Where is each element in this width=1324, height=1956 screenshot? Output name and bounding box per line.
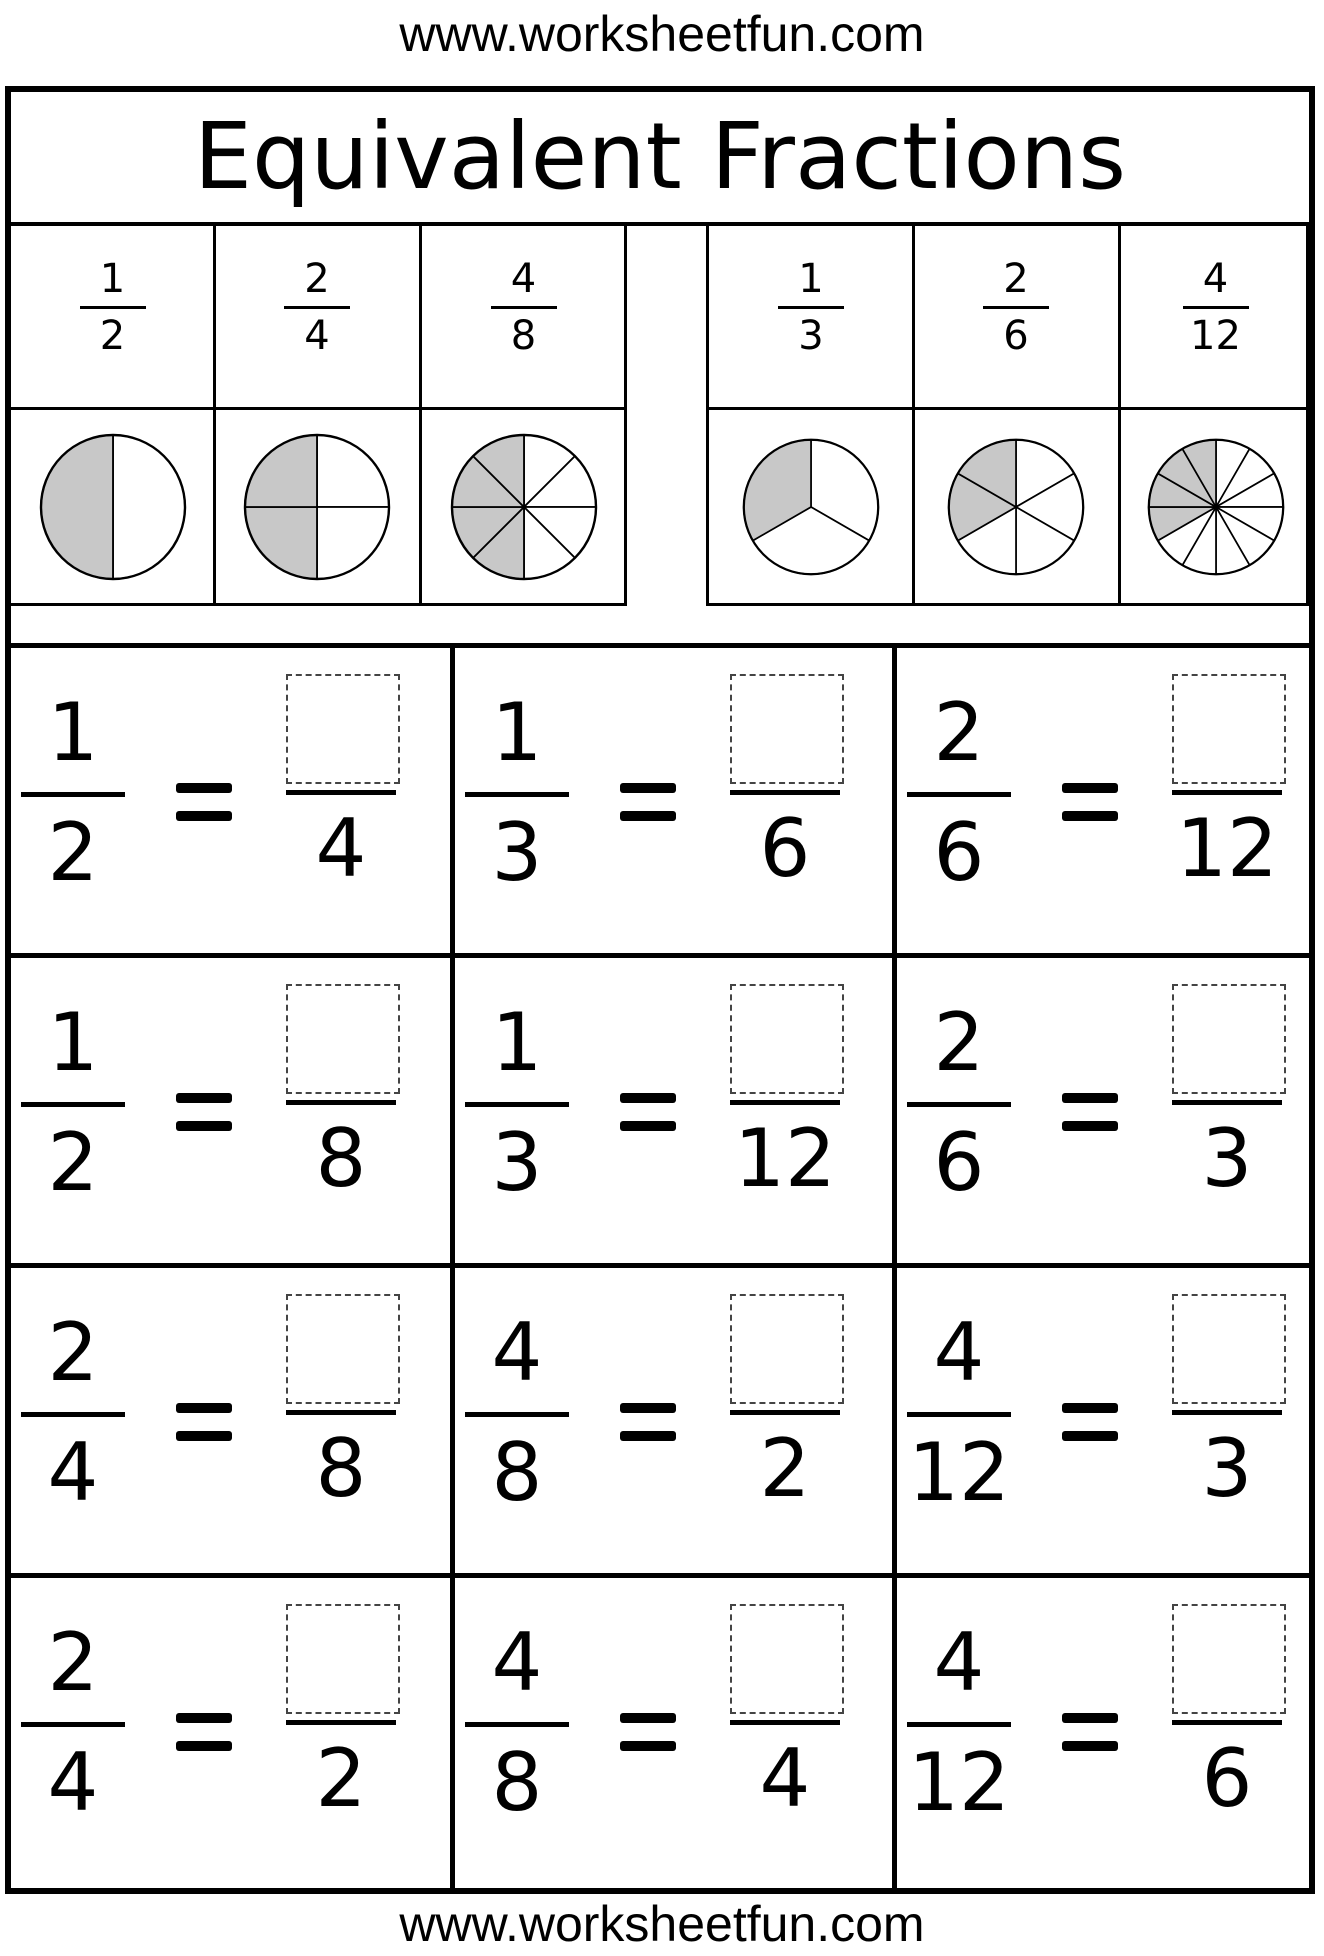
website-header[interactable]: www.worksheetfun.com <box>399 6 925 62</box>
fraction-bar <box>465 1102 569 1107</box>
reference-table <box>706 226 1309 606</box>
answer-numerator-box[interactable] <box>286 1604 400 1714</box>
fraction-problem <box>11 1268 450 1573</box>
reference-fraction <box>913 256 1119 359</box>
equals-sign <box>1062 783 1118 823</box>
fraction-bar <box>286 1720 396 1725</box>
fraction-denominator: 4 <box>47 1426 99 1519</box>
fraction-denominator: 6 <box>1003 313 1029 359</box>
fraction-bar <box>907 1102 1011 1107</box>
fraction-denominator: 8 <box>491 1736 543 1829</box>
fraction-numerator: 2 <box>47 1306 99 1399</box>
fraction-denominator: 12 <box>908 1426 1010 1519</box>
fraction-denominator: 3 <box>798 313 824 359</box>
fraction-denominator: 6 <box>933 806 985 899</box>
fraction-bar <box>730 1720 840 1725</box>
fraction-pie-diagram <box>242 432 392 586</box>
grid-divider <box>892 648 897 1888</box>
answer-numerator-box[interactable] <box>286 1294 400 1404</box>
answer-numerator-box[interactable] <box>730 1604 844 1714</box>
pie-slice-shaded <box>41 435 113 579</box>
fraction-bar <box>284 306 350 309</box>
fraction-bar <box>1172 1410 1282 1415</box>
fraction-numerator: 4 <box>933 1616 985 1709</box>
fraction-problem <box>897 1578 1309 1883</box>
fraction-bar <box>286 1100 396 1105</box>
fraction-numerator: 4 <box>491 1306 543 1399</box>
fraction-denominator: 12 <box>734 1112 836 1205</box>
fraction-denominator: 2 <box>759 1422 811 1515</box>
reference-table <box>11 226 627 606</box>
fraction-bar <box>80 306 146 309</box>
grid-divider <box>11 1263 1309 1268</box>
fraction-numerator: 2 <box>47 1616 99 1709</box>
fraction-denominator: 8 <box>315 1422 367 1515</box>
fraction-denominator: 12 <box>1176 802 1278 895</box>
answer-numerator-box[interactable] <box>286 984 400 1094</box>
fraction-bar <box>465 1722 569 1727</box>
equals-sign <box>1062 1403 1118 1443</box>
fraction-denominator: 4 <box>759 1732 811 1825</box>
fraction-problem <box>455 648 892 953</box>
reference-fraction <box>1119 256 1312 359</box>
answer-numerator-box[interactable] <box>286 674 400 784</box>
fraction-denominator: 4 <box>315 802 367 895</box>
equals-sign <box>620 1093 676 1133</box>
fraction-numerator: 2 <box>1003 256 1029 302</box>
fraction-bar <box>21 792 125 797</box>
fraction-problem <box>897 1268 1309 1573</box>
equals-sign <box>176 1403 232 1443</box>
fraction-bar <box>21 1102 125 1107</box>
fraction-denominator: 2 <box>47 1116 99 1209</box>
fraction-numerator: 1 <box>99 256 126 302</box>
fraction-bar <box>1172 1720 1282 1725</box>
table-divider <box>11 407 624 410</box>
fraction-numerator: 1 <box>47 996 99 1089</box>
fraction-numerator: 4 <box>1202 256 1229 302</box>
worksheet <box>5 86 1315 1894</box>
answer-numerator-box[interactable] <box>1172 1604 1286 1714</box>
answer-numerator-box[interactable] <box>730 984 844 1094</box>
equals-sign <box>1062 1713 1118 1753</box>
reference-thirds-group <box>706 226 1309 606</box>
fraction-denominator: 8 <box>491 1426 543 1519</box>
table-divider <box>709 407 1306 410</box>
fraction-bar <box>907 792 1011 797</box>
fraction-pie-diagram <box>38 432 188 586</box>
equals-sign <box>620 783 676 823</box>
equals-sign <box>176 1713 232 1753</box>
fraction-numerator: 1 <box>47 686 99 779</box>
fraction-numerator: 2 <box>304 256 330 302</box>
fraction-bar <box>21 1412 125 1417</box>
fraction-denominator: 12 <box>1190 313 1241 359</box>
fraction-denominator: 3 <box>491 1116 543 1209</box>
fraction-bar <box>730 790 840 795</box>
equals-sign <box>620 1713 676 1753</box>
fraction-denominator: 6 <box>1201 1732 1253 1825</box>
fraction-numerator: 4 <box>491 1616 543 1709</box>
fraction-numerator: 1 <box>491 686 543 779</box>
fraction-denominator: 4 <box>47 1736 99 1829</box>
fraction-bar <box>983 306 1049 309</box>
answer-numerator-box[interactable] <box>730 1294 844 1404</box>
fraction-bar <box>778 306 844 309</box>
fraction-problem <box>455 958 892 1263</box>
fraction-bar <box>286 790 396 795</box>
fraction-bar <box>730 1410 840 1415</box>
fraction-pie-diagram <box>449 432 599 586</box>
equals-sign <box>620 1403 676 1443</box>
fraction-problem <box>455 1268 892 1573</box>
fraction-denominator: 2 <box>315 1732 367 1825</box>
reference-fraction <box>11 256 214 359</box>
fraction-denominator: 6 <box>933 1116 985 1209</box>
equals-sign <box>176 1093 232 1133</box>
fraction-pie-diagram <box>741 437 881 581</box>
fraction-problem <box>455 1578 892 1883</box>
fraction-denominator: 4 <box>304 313 330 359</box>
fraction-denominator: 2 <box>99 313 126 359</box>
grid-divider <box>11 953 1309 958</box>
fraction-denominator: 3 <box>1201 1422 1253 1515</box>
fraction-numerator: 2 <box>933 996 985 1089</box>
fraction-numerator: 1 <box>798 256 824 302</box>
fraction-numerator: 4 <box>510 256 537 302</box>
fraction-bar <box>465 792 569 797</box>
fraction-bar <box>465 1412 569 1417</box>
reference-halves-group <box>11 226 627 606</box>
reference-fraction <box>709 256 913 359</box>
fraction-bar <box>286 1410 396 1415</box>
fraction-bar <box>1183 306 1249 309</box>
answer-numerator-box[interactable] <box>1172 674 1286 784</box>
fraction-problem <box>11 648 450 953</box>
fraction-numerator: 2 <box>933 686 985 779</box>
worksheet-title: Equivalent Fractions <box>193 103 1127 210</box>
fraction-problem <box>11 1578 450 1883</box>
answer-numerator-box[interactable] <box>1172 984 1286 1094</box>
fraction-problem <box>897 648 1309 953</box>
fraction-numerator: 4 <box>933 1306 985 1399</box>
fraction-denominator: 8 <box>510 313 537 359</box>
pie-slice <box>113 435 185 579</box>
fraction-pie-diagram <box>1146 437 1286 581</box>
fraction-bar <box>1172 790 1282 795</box>
answer-numerator-box[interactable] <box>1172 1294 1286 1404</box>
fraction-denominator: 8 <box>315 1112 367 1205</box>
reference-fraction <box>420 256 627 359</box>
fraction-bar <box>21 1722 125 1727</box>
grid-divider <box>450 648 455 1888</box>
fraction-bar <box>907 1722 1011 1727</box>
fraction-denominator: 3 <box>1201 1112 1253 1205</box>
fraction-numerator: 1 <box>491 996 543 1089</box>
reference-fraction <box>214 256 420 359</box>
fraction-problem <box>897 958 1309 1263</box>
grid-divider <box>11 1573 1309 1578</box>
fraction-denominator: 12 <box>908 1736 1010 1829</box>
answer-numerator-box[interactable] <box>730 674 844 784</box>
website-footer[interactable]: www.worksheetfun.com <box>399 1896 925 1952</box>
fraction-denominator: 2 <box>47 806 99 899</box>
fraction-problem <box>11 958 450 1263</box>
equals-sign <box>1062 1093 1118 1133</box>
fraction-bar <box>1172 1100 1282 1105</box>
equals-sign <box>176 783 232 823</box>
fraction-denominator: 6 <box>759 802 811 895</box>
fraction-denominator: 3 <box>491 806 543 899</box>
fraction-bar <box>730 1100 840 1105</box>
fraction-bar <box>491 306 557 309</box>
fraction-bar <box>907 1412 1011 1417</box>
fraction-pie-diagram <box>946 437 1086 581</box>
